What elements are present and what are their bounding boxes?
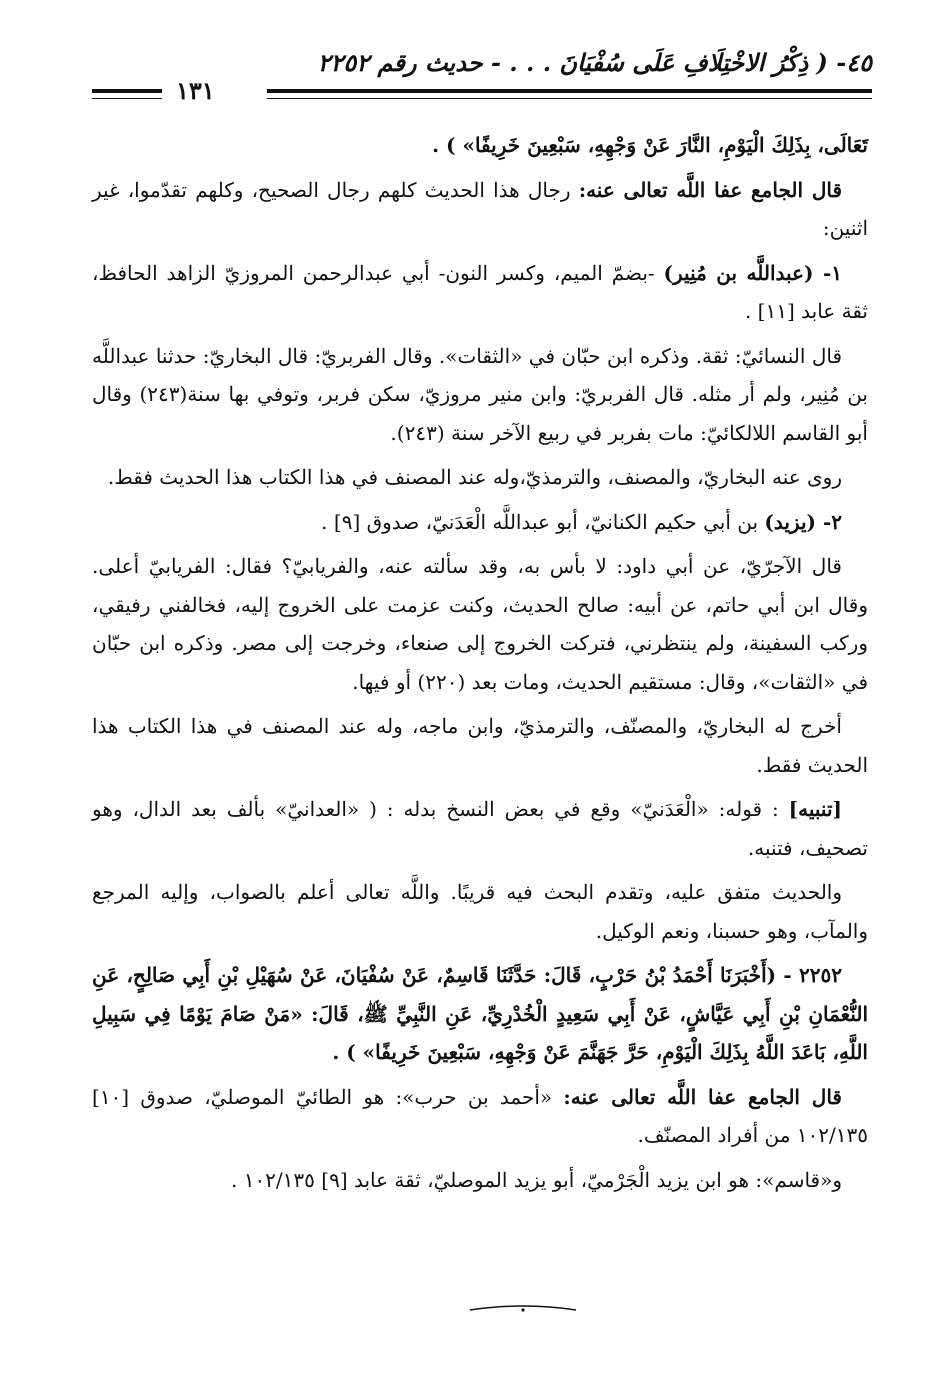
hadith-2252 — [92, 956, 868, 1072]
header-rule-left-thick — [92, 89, 162, 93]
paragraph-text: بن أبي حكيم الكنانيّ، أبو عبداللَّه الْعَدَنيّ، صدوق [٩] . — [321, 509, 765, 534]
paragraph-lead: [تنبيه] — [788, 797, 842, 821]
page-header — [92, 48, 872, 106]
paragraph-4 — [92, 337, 868, 453]
paragraph-text: تَعَالَى، بِذَلِكَ الْيَوْمِ، النَّارَ عَنْ وَجْهِهِ، سَبْعِينَ خَرِيفًا» ) . — [432, 133, 868, 157]
paragraph-10 — [92, 873, 868, 950]
paragraph-text: قال الآجرّيّ، عن أبي داود: لا بأس به، وقد سألته عنه، والفريابيّ؟ فقال: الفريابيّ أعلى. وقال ابن أبي حاتم، عن أبيه: صالح الحديث، وكنت عزمت على الخروج إليه، فخالفني رفيقي، وركب السفينة، ولم ينتظرني، فتركت الخروج إلى صنعاء، وخرجت إلى مصر. وذكره ابن حبّان في «الثقات»، وقال: مستقيم الحديث، ومات بعد (٢٢٠) أو فيها. — [92, 554, 868, 694]
page-number: ١٣١ — [170, 76, 221, 105]
paragraph-text: : قوله: «الْعَدَنيّ» وقع في بعض النسخ بدله : ( «العدانيّ» بألف بعد الدال، وهو تصحيف، فتنبه. — [92, 797, 868, 860]
paragraph-text: قال النسائيّ: ثقة. وذكره ابن حبّان في «الثقات». وقال الفربريّ: قال البخاريّ: حدثنا عبداللَّه بن مُنِير، ولم أر مثله. قال الفربريّ: وابن منير مروزيّ، سكن فربر، وتوفي بها سنة(٢٤٣) وقال أبو القاسم اللالكائيّ: مات بفربر في ربيع الآخر سنة (٢٤٣). — [92, 343, 868, 445]
paragraph-text: «أحمد بن حرب»: هو الطائيّ الموصليّ، صدوق [١٠] ١٠٢/١٣٥ من أفراد المصنّف. — [92, 1084, 868, 1147]
paragraph-lead: قال الجامع عفا اللَّه تعالى عنه: — [578, 177, 843, 202]
paragraph-text: والحديث متفق عليه، وتقدم البحث فيه قريبًا. واللَّه تعالى أعلم بالصواب، وإليه المرجع والمآب، وهو حسبنا، ونعم الوكيل. — [92, 880, 868, 943]
paragraph-text: رجال هذا الحديث كلهم رجال الصحيح، وكلهم تقدّموا، غير اثنين: — [92, 177, 868, 240]
paragraph-lead: قال الجامع عفا اللَّه تعالى عنه: — [563, 1084, 842, 1109]
paragraph-9 — [92, 790, 868, 867]
page-body — [92, 126, 868, 1205]
paragraph-text: -بضمّ الميم، وكسر النون- أبي عبدالرحمن المروزيّ الزاهد الحافظ، ثقة عابد [١١] . — [92, 260, 868, 323]
paragraph-lead: ٢- (يزيد) — [764, 509, 842, 534]
paragraph-12 — [92, 1078, 868, 1155]
header-rule-thick — [267, 89, 872, 93]
paragraph-3 — [92, 254, 868, 331]
paragraph-5 — [92, 458, 868, 497]
paragraph-6 — [92, 503, 868, 542]
header-rule-left-thin — [92, 98, 162, 99]
hadith-text: ٢٢٥٢ - (أَخْبَرَنَا أَحْمَدُ بْنُ حَرْبٍ، قَالَ: حَدَّثَنَا قَاسِمٌ، عَنْ سُفْيَانَ، عَنْ سُهَيْلِ بْنِ أَبِي صَالِحٍ، عَنِ النُّعْمَانِ بْنِ أَبِي عَيَّاشٍ، عَنْ أَبِي سَعِيدٍ الْخُدْرِيِّ، عَنِ النَّبِيِّ ﷺ، قَالَ: «مَنْ صَامَ يَوْمًا فِي سَبِيلِ اللَّهِ، بَاعَدَ اللَّهُ بِذَلِكَ الْيَوْمِ، حَرَّ جَهَنَّمَ عَنْ وَجْهِهِ، سَبْعِينَ خَرِيفًا» ) . — [92, 963, 868, 1064]
running-title: ٤٥- ( ذِكْرُ الاخْتِلَافِ عَلَى سُفْيَانَ . . . - حديث رقم ٢٢٥٢ — [317, 48, 872, 77]
paragraph-text: و«قاسم»: هو ابن يزيد الْجَرْميّ، أبو يزيد الموصليّ، ثقة عابد [٩] ١٠٢/١٣٥ . — [230, 1167, 842, 1192]
paragraph-1 — [92, 126, 868, 165]
paragraph-text: روى عنه البخاريّ، والمصنف، والترمذيّ،وله عند المصنف في هذا الكتاب هذا الحديث فقط. — [107, 465, 842, 489]
paragraph-8 — [92, 707, 868, 784]
footer-ornament — [468, 1304, 578, 1316]
header-rule-thin — [267, 98, 872, 99]
paragraph-2 — [92, 171, 868, 248]
paragraph-13 — [92, 1161, 868, 1200]
paragraph-7 — [92, 547, 868, 701]
paragraph-lead: ١- (عبداللَّه بن مُنِير) — [663, 260, 843, 285]
paragraph-text: أخرج له البخاريّ، والمصنّف، والترمذيّ، وابن ماجه، وله عند المصنف في هذا الكتاب هذا الحديث فقط. — [92, 714, 868, 777]
